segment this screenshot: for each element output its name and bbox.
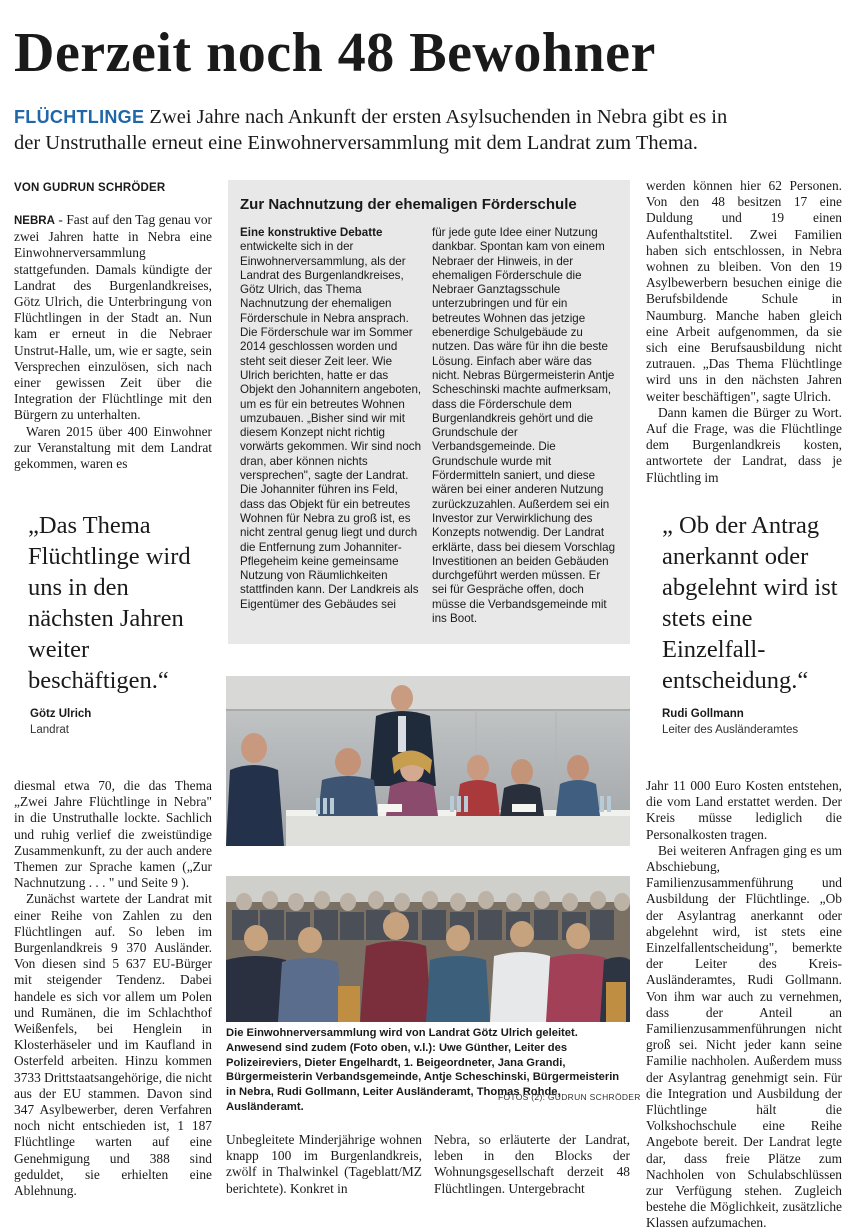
column-4-top xyxy=(646,178,842,486)
col4-bottom-p2: Bei weiteren Anfragen ging es um Abschiebung, Familienzusammenführung und Ausbildung der Flüchtlinge. „Ob der Asylantrag anerkannt oder abgelehnt wird, ist stets eine Einzelfallentscheidung", bemerkte der Leiter des Kreis-Ausländeramtes, Rudi Gollmann. Von ihm war auch zu vernehmen, dass der Anteil an Familienzusammenführungen nicht groß sei. Nicht jeder kann seine Familie nachholen. Außerdem muss der Asylantrag genehmigt sein. Für die Integration und Ausbildung der Flüchtlinge hält die Volkshochschule eine Reihe Angebote bereit. Der Landrat legte dar, dass freie Plätze zum Nachholen von Schulabschlüssen zur Verfügung stehen. Zugleich bestehe die Möglichkeit, zusätzliche Klassen aufzumachen. xyxy=(646,842,842,1231)
deck-kicker: FLÜCHTLINGE xyxy=(14,107,145,127)
byline: VON GUDRUN SCHRÖDER xyxy=(14,182,166,194)
column-1-top xyxy=(14,212,212,472)
column-3-bottom xyxy=(434,1132,630,1197)
deck xyxy=(14,104,844,156)
col1-top-p2: Waren 2015 über 400 Einwohner zur Veranstaltung mit dem Landrat gekommen, waren es xyxy=(14,423,212,472)
deck-line-1: Zwei Jahre nach Ankunft der ersten Asylsuchenden in Nebra gibt es in xyxy=(149,106,728,128)
column-1-bottom xyxy=(14,778,212,1199)
pull-quote-right-role: Leiter des Ausländeramtes xyxy=(662,724,799,736)
photo-podium xyxy=(226,676,630,846)
pull-quote-right: „ Ob der Antrag anerkannt oder abgelehnt wird ist stets eine Einzelfallentscheidung.“ xyxy=(662,512,838,694)
column-2-bottom xyxy=(226,1132,422,1197)
info-box-title: Zur Nachnutzung der ehemaligen Förderschule xyxy=(240,196,577,213)
col1-bottom-p2: Zunächst wartete der Landrat mit einer Reihe von Zahlen zu den Flüchtlingen auf. So leben im Burgenlandkreis 9 370 Ausländer. Von diesen sind 5 637 EU-Bürger mit steigender Tendenz. Dabei handele es sich vor allem um Polen und Rumänen, die im Schlachthof Weißenfels, bei Henglein in Klosterhäseler und im Kaufland in Osterfeld arbeiten. Hinzu kommen 3733 Drittstaatsangehörige, die nicht aus der EU stammen. Davon sind 347 Asylbewerber, deren Verfahren noch nicht entschieden ist, 1 187 Flüchtlinge warten auf eine Genehmigung und 388 sind geduldet, sie erhielten eine Ablehnung. xyxy=(14,891,212,1199)
photo-caption: Die Einwohnerversammlung wird von Landrat Götz Ulrich geleitet. Anwesend sind zudem (Foto oben, v.l.): Uwe Günther, Leiter des Polizeireviers, Dieter Engelhardt, 1. Beigeordneter, Jana Grandi, Bürgermeisterin Verbandsgemeinde, Antje Scheschinski, Bürgermeisterin in Nebra, Rudi Gollmann, Leiter Ausländeramt, Thomas Rohde, Ausländeramt. xyxy=(226,1027,620,1113)
info-box-lead: Eine konstruktive Debatte xyxy=(240,226,383,239)
col4-top-p1: werden können hier 62 Personen. Von den 48 besitzen 17 eine Duldung und 19 einen Aufenthaltstitel. Zwei Familien haben sich entschlossen, in Nebra wohnen zu bleiben. Von den 19 Asylbewerbern besuchen einige die Berufsbildende Schule in Naumburg. Manche haben gleich eine Arbeit aufgenommen, da sie sich eine Berufsausbildung nicht zutrauen. „Das Thema Flüchtlinge wird uns in den nächsten Jahren weiter beschäftigen", sagte Ulrich. xyxy=(646,178,842,404)
info-box-column-1 xyxy=(240,226,422,612)
deck-line-2: der Unstruthalle erneut eine Einwohnerversammlung mit dem Landrat zum Thema. xyxy=(14,132,698,154)
col4-top-p2: Dann kamen die Bürger zu Wort. Auf die Frage, was die Flüchtlinge dem Burgenlandkreis kosten, antwortete der Landrat, dass je Flüchtling im xyxy=(646,404,842,485)
pull-quote-left: „Das Thema Flüchtlinge wird uns in den nächsten Jahren weiter beschäftigen.“ xyxy=(28,512,191,694)
pull-quote-left-name: Götz Ulrich xyxy=(30,708,92,720)
col1-bottom-p1: diesmal etwa 70, die das Thema „Zwei Jahre Flüchtlinge in Nebra" in die Unstruthalle lockte. Sachlich und ruhig verlief die zweistündige Zusammenkunft, zu der auch andere Themen zur Sprache kamen („Zur Nachnutzung . . . " und Seite 9 ). xyxy=(14,778,212,891)
pull-quote-right-name: Rudi Gollmann xyxy=(662,708,744,720)
photo-audience-image xyxy=(226,876,630,1022)
dateline: NEBRA xyxy=(14,215,55,227)
photo-audience xyxy=(226,876,630,1022)
col2-bottom-text: Unbegleitete Minderjährige wohnen knapp 100 im Burgenlandkreis, zwölf in Thalwinkel (Tageblatt/MZ berichtete). Konkret in xyxy=(226,1132,422,1196)
photo-podium-image xyxy=(226,676,630,846)
photo-credit: FOTOS (2): GUDRUN SCHRÖDER xyxy=(498,1092,641,1102)
col1-top-p1: - Fast auf den Tag genau vor zwei Jahren hatte in Nebra eine Einwohnerversammlung stattgefunden. Damals kündigte der Landrat des Burgenlandkreises, Götz Ulrich, die Unterbringung von Flüchtlingen in der Stadt an. Nun kam er erneut in die Nebraer Unstrut-Halle, um, wie er sagte, sein Versprechen einzulösen, sich nach einer gewissen Zeit über die Integration der Flüchtlinge mit den Bürgern zu unterhalten. xyxy=(14,212,212,423)
info-box-col1-text: entwickelte sich in der Einwohnerversammlung, als der Landrat des Burgenlandkreises, Götz Ulrich, das Thema Nachnutzung der ehemaligen Förderschule in Nebra ansprach. Die Förderschule war im Sommer 2014 geschlossen worden und steht seit dieser Zeit leer. Wie Ulrich berichten, hatte er das Objekt den Johannitern angeboten, um es für ein betreutes Wohnen umzubauen. „Bisher sind wir mit diesem Konzept nicht richtig vorwärts gekommen. Wir sind noch dran, aber können nichts versprechen", sagte der Landrat. Die Johanniter führen ins Feld, dass das Objekt für ein betreutes Wohnen für Nebra zu groß ist, es nicht zentral genug liegt und durch die Entfernung zum Johanniter-Pflegeheim keine gemeinsame Nutzung von Räumlichkeiten stattfinden kann. Der Landkreis als Eigentümer des Gebäudes sei xyxy=(240,240,422,611)
col3-bottom-text: Nebra, so erläuterte der Landrat, leben in den Blocks der Wohnungsgesellschaft derzeit 48 Flüchtlingen. Untergebracht xyxy=(434,1132,630,1196)
col4-bottom-p1: Jahr 11 000 Euro Kosten entstehen, die vom Land erstattet werden. Der Kreis müsse lediglich die Personalkosten tragen. xyxy=(646,778,842,842)
pull-quote-left-role: Landrat xyxy=(30,724,70,736)
headline: Derzeit noch 48 Bewohner xyxy=(14,22,656,84)
info-box-column-2: für jede gute Idee einer Nutzung dankbar. Spontan kam von einem Nebraer der Hinweis, in der ehemaligen Förderschule die Nebraer Ganztagsschule unterzubringen und für ein betreutes Wohnen das jetzige ebenerdige Schulgebäude zu nutzen. Das wäre für ihn die beste Lösung. Einfach aber wäre das nicht. Nebras Bürgermeisterin Antje Scheschinski machte aufmerksam, dass die Förderschule dem Burgenlandkreis gehört und die Grundschule der Verbandsgemeinde. Die Grundschule wurde mit Fördermitteln saniert, und diese wären bei einer anderen Nutzung zurückzuzahlen. Außerdem sei ein Investor zur Verwirklichung des Konzepts notwendig. Der Landrat erklärte, dass bei diesem Vorschlag Investitionen an beiden Gebäuden durchgeführt werden müssen. Er sei für Gespräche offen, doch müsse die Verbandsgemeinde mit ins Boot. xyxy=(432,226,616,626)
column-4-bottom xyxy=(646,778,842,1232)
